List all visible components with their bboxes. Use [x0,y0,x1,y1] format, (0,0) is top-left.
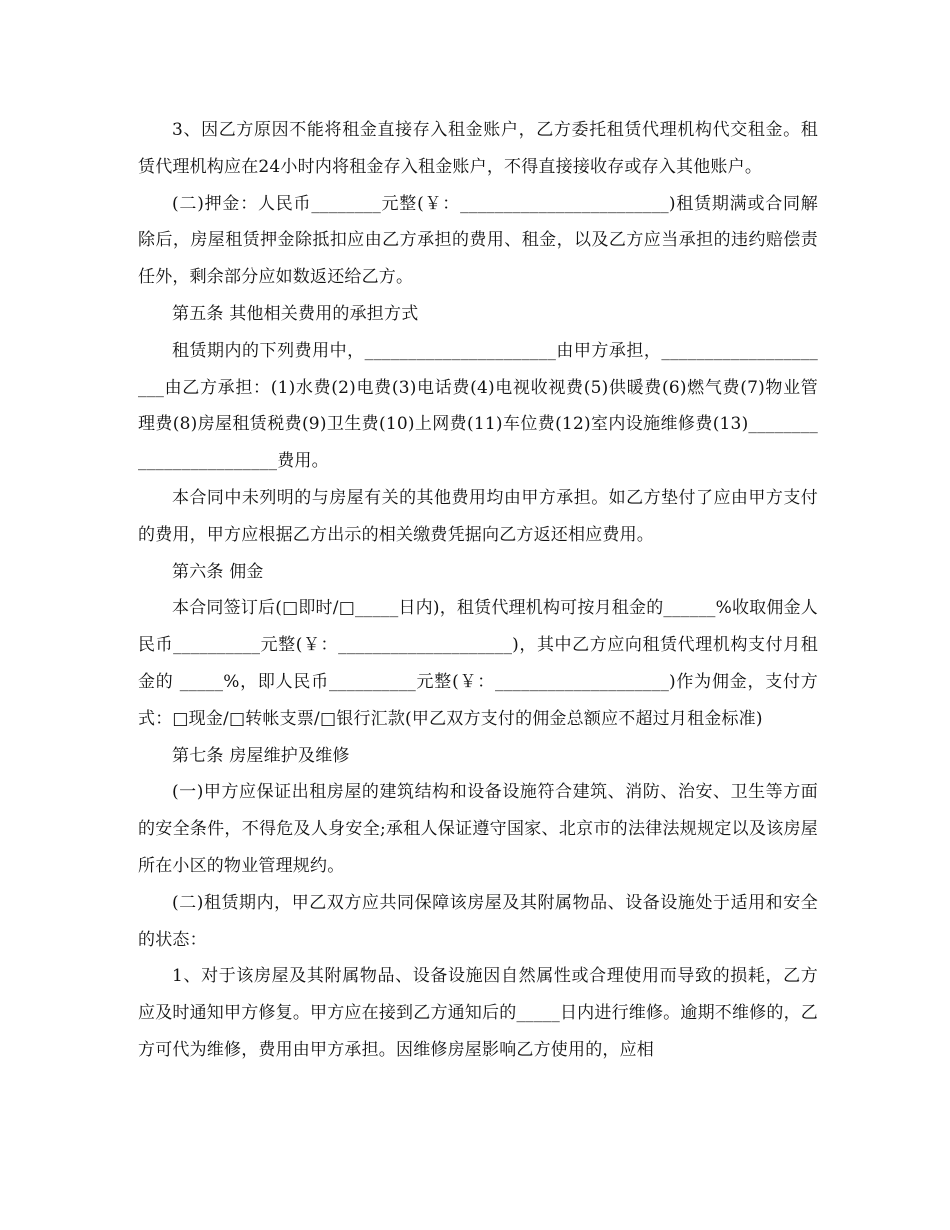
paragraph-fee-allocation: 租赁期内的下列费用中，______________________由甲方承担，_____________________由乙方承担：(1)水费(2)电费(3)电话费(4)电视收视费(5)供暖费(6)燃气费(7)物业管理费(8)房屋租赁税费(9)卫生费(10)上网费(11)车位费(12)室内设施维修费(13)________________________费用。 [138,340,818,472]
article-6-heading: 第六条 佣金 [172,561,264,582]
article-5-heading: 第五条 其他相关费用的承担方式 [172,303,419,324]
paragraph-security-deposit: (二)押金：人民币________元整(￥：________________________)租赁期满或合同解除后，房屋租赁押金除抵扣应由乙方承担的费用、租金，以及乙方应当承担的违约赔偿责任外，剩余部分应如数返还给乙方。 [138,193,818,288]
paragraph-rent-agency-deposit: 3、因乙方原因不能将租金直接存入租金账户，乙方委托租赁代理机构代交租金。租赁代理机构应在24小时内将租金存入租金账户，不得直接接收存或存入其他账户。 [138,120,818,177]
paragraph-safety-conditions: (一)甲方应保证出租房屋的建筑结构和设备设施符合建筑、消防、治安、卫生等方面的安全条件，不得危及人身安全;承租人保证遵守国家、北京市的法律法规规定以及该房屋所在小区的物业管理规约。 [138,782,818,876]
document-body [138,112,818,1069]
paragraph-repair-notice: 1、对于该房屋及其附属物品、设备设施因自然属性或合理使用而导致的损耗，乙方应及时通知甲方修复。甲方应在接到乙方通知后的_____日内进行维修。逾期不维修的，乙方可代为维修，费用由甲方承担。因维修房屋影响乙方使用的，应相 [138,966,818,1060]
article-7-heading: 第七条 房屋维护及维修 [172,745,350,766]
paragraph-unlisted-fees: 本合同中未列明的与房屋有关的其他费用均由甲方承担。如乙方垫付了应由甲方支付的费用，甲方应根据乙方出示的相关缴费凭据向乙方返还相应费用。 [138,487,818,545]
paragraph-joint-maintenance: (二)租赁期内，甲乙双方应共同保障该房屋及其附属物品、设备设施处于适用和安全的状态： [138,892,818,950]
paragraph-commission: 本合同签订后(□即时/□_____日内)，租赁代理机构可按月租金的______%收取佣金人民币__________元整(￥：____________________)，其中乙方应向租赁代理机构支付月租金的 _____%，即人民币__________元整(￥：____________________)作为佣金，支付方式：□现金/□转帐支票/□银行汇款(甲乙双方支付的佣金总额应不超过月租金标准) [138,598,818,729]
